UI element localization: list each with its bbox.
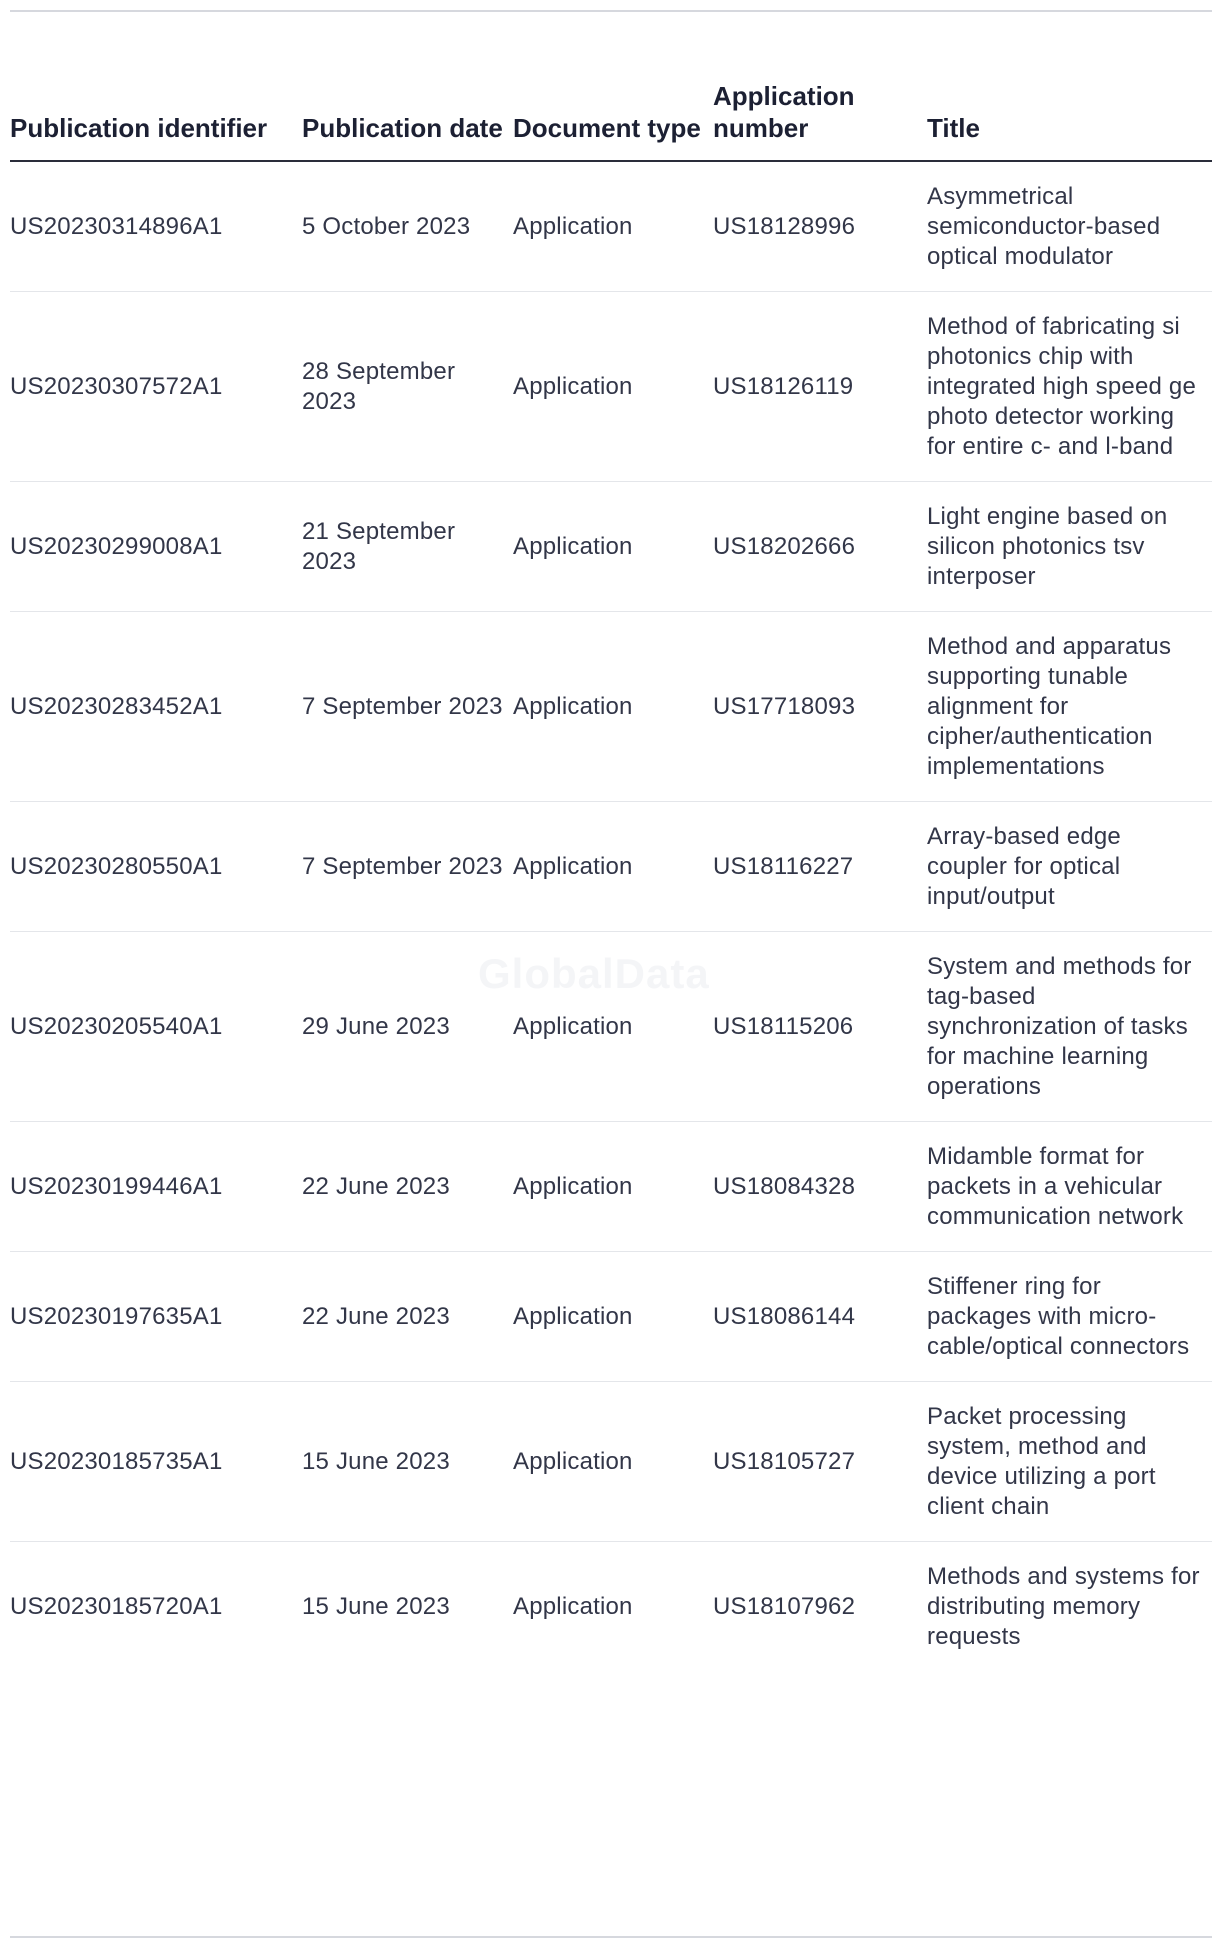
document-type-cell: Application <box>513 802 713 932</box>
application-number-cell: US18128996 <box>713 161 927 292</box>
table-row <box>10 482 1212 612</box>
bottom-divider <box>10 1936 1212 1938</box>
header-publication-identifier: Publication identifier <box>10 76 302 161</box>
application-number-cell: US18084328 <box>713 1122 927 1252</box>
publication-date-cell: 29 June 2023 <box>302 932 513 1122</box>
table-row <box>10 932 1212 1122</box>
application-number-cell: US18107962 <box>713 1593 856 1620</box>
publication-date-cell: 7 September 2023 <box>302 802 513 932</box>
publication-identifier-cell: US20230185735A1 <box>10 1382 302 1542</box>
publication-date-cell: 15 June 2023 <box>302 1382 513 1542</box>
title-cell: Methods and systems for distributing memory requests <box>927 1563 1200 1650</box>
table-row <box>10 161 1212 292</box>
title-cell: System and methods for tag-based synchronization of tasks for machine learning operations <box>927 932 1212 1122</box>
publication-date-cell: 22 June 2023 <box>302 1252 513 1382</box>
publication-identifier-cell: US20230205540A1 <box>10 932 302 1122</box>
publication-date-cell: 28 September 2023 <box>302 292 513 482</box>
title-cell: Stiffener ring for packages with micro-cable/optical connectors <box>927 1252 1212 1382</box>
title-cell: Method and apparatus supporting tunable alignment for cipher/authentication implementations <box>927 612 1212 802</box>
publication-identifier-cell: US20230299008A1 <box>10 482 302 612</box>
table-row <box>10 292 1212 482</box>
document-type-cell: Application <box>513 482 713 612</box>
document-type-cell: Application <box>513 932 713 1122</box>
title-cell: Light engine based on silicon photonics tsv interposer <box>927 482 1212 612</box>
title-cell: Method of fabricating si photonics chip with integrated high speed ge photo detector working for entire c- and l-band <box>927 292 1212 482</box>
publication-identifier-cell: US20230307572A1 <box>10 292 302 482</box>
publication-identifier-cell: US20230197635A1 <box>10 1252 302 1382</box>
document-type-cell: Application <box>513 161 713 292</box>
table-row <box>10 1382 1212 1542</box>
document-type-cell: Application <box>513 1593 633 1620</box>
document-type-cell: Application <box>513 1252 713 1382</box>
table-header-row <box>10 76 1212 161</box>
publication-identifier-cell: US20230199446A1 <box>10 1122 302 1252</box>
patent-publications-table <box>10 76 1212 1671</box>
application-number-cell: US18086144 <box>713 1252 927 1382</box>
publication-identifier-cell: US20230314896A1 <box>10 161 302 292</box>
table-row <box>10 1122 1212 1252</box>
publication-identifier-cell: US20230185720A1 <box>10 1593 223 1620</box>
table-row <box>10 612 1212 802</box>
title-cell: Packet processing system, method and device utilizing a port client chain <box>927 1382 1212 1542</box>
publication-date-cell: 5 October 2023 <box>302 161 513 292</box>
publication-date-cell: 21 September 2023 <box>302 482 513 612</box>
application-number-cell: US18202666 <box>713 482 927 612</box>
table-row <box>10 802 1212 932</box>
publication-date-cell: 7 September 2023 <box>302 612 513 802</box>
title-cell: Array-based edge coupler for optical input/output <box>927 802 1212 932</box>
title-cell: Midamble format for packets in a vehicular communication network <box>927 1122 1212 1252</box>
watermark: GlobalData <box>478 950 710 997</box>
document-type-cell: Application <box>513 1382 713 1542</box>
header-publication-date: Publication date <box>302 76 513 161</box>
application-number-cell: US18126119 <box>713 292 927 482</box>
publication-identifier-cell: US20230280550A1 <box>10 802 302 932</box>
application-number-cell: US18116227 <box>713 802 927 932</box>
application-number-cell: US18105727 <box>713 1382 927 1542</box>
publication-date-cell: 15 June 2023 <box>302 1593 450 1620</box>
application-number-cell: US18115206 <box>713 932 927 1122</box>
document-type-cell: Application <box>513 292 713 482</box>
table-row <box>10 1542 1212 1672</box>
application-number-cell: US17718093 <box>713 612 927 802</box>
publication-date-cell: 22 June 2023 <box>302 1122 513 1252</box>
header-application-number: Application number <box>713 76 927 161</box>
title-cell: Asymmetrical semiconductor-based optical modulator <box>927 161 1212 292</box>
publication-identifier-cell: US20230283452A1 <box>10 612 302 802</box>
document-type-cell: Application <box>513 612 713 802</box>
header-document-type: Document type <box>513 76 713 161</box>
document-type-cell: Application <box>513 1122 713 1252</box>
table-row <box>10 1252 1212 1382</box>
header-title: Title <box>927 76 1212 161</box>
top-divider <box>10 10 1212 12</box>
